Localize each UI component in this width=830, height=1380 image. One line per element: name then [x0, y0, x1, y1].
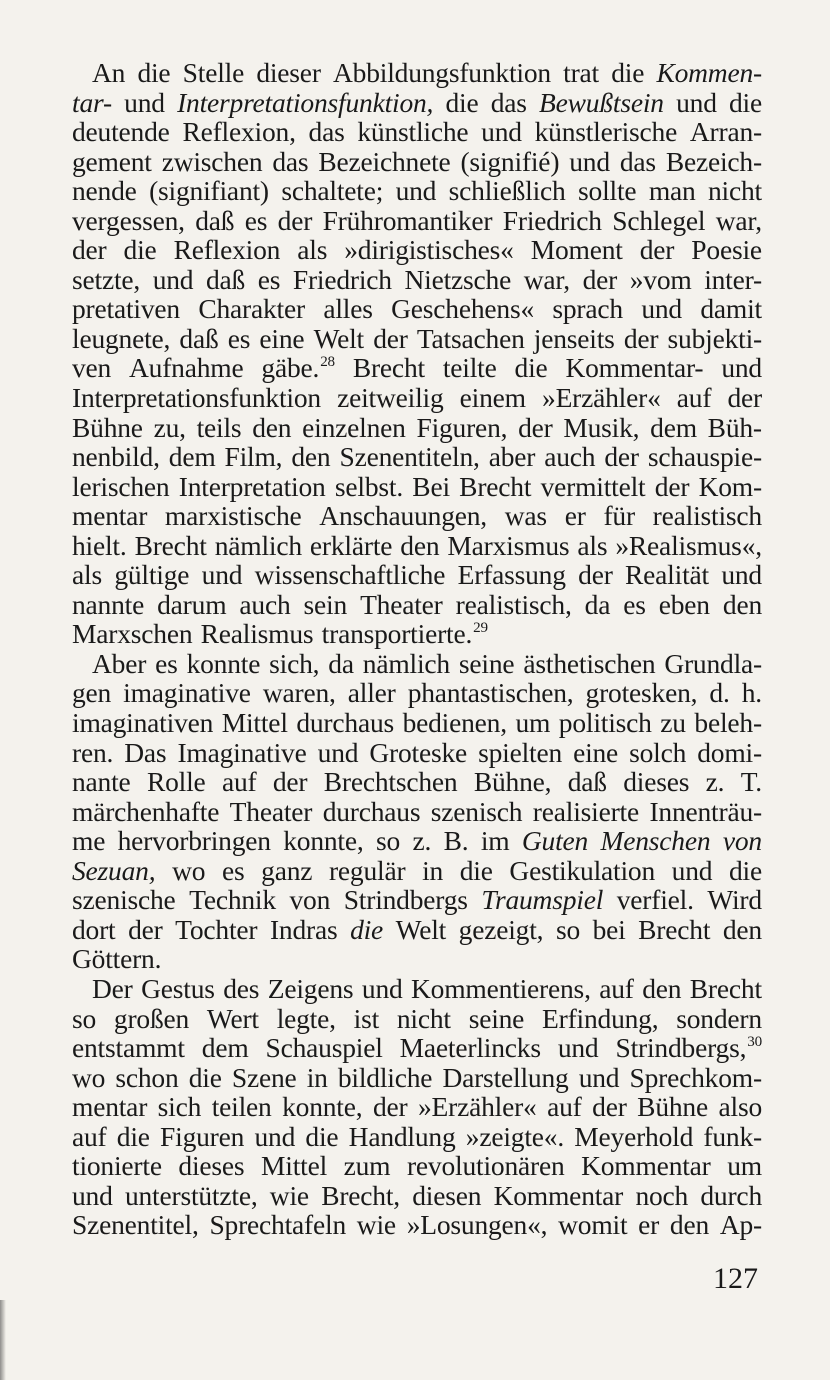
text-line: Der Gestus des Zeigens und Kommentierens, auf den Brecht: [92, 972, 762, 1004]
text-line: Göttern.: [72, 943, 162, 975]
text-line: gement zwischen das Bezeichnete (signifié) und das Bezeich-: [72, 145, 762, 177]
text-line: deutende Reflexion, das künstliche und künstlerische Arran-: [72, 116, 762, 148]
text-line: wo schon die Szene in bildliche Darstellung und Sprechkom-: [72, 1061, 762, 1093]
scan-edge-shadow: [0, 1300, 6, 1380]
text-line: vergessen, daß es der Frühromantiker Friedrich Schlegel war,: [72, 204, 762, 236]
text-line: nenbild, dem Film, den Szenentiteln, aber auch der schauspie-: [72, 441, 762, 473]
text-line: leugnete, daß es eine Welt der Tatsachen jenseits der subjekti-: [72, 322, 762, 354]
text-line: der die Reflexion als »dirigistisches« Moment der Poesie: [72, 234, 762, 266]
text-line: imaginativen Mittel durchaus bedienen, um politisch zu beleh-: [72, 707, 762, 739]
text-line: Marxschen Realismus transportierte.$^{29}$: [72, 618, 488, 650]
text-line: Bühne zu, teils den einzelnen Figuren, der Musik, dem Büh-: [72, 411, 762, 443]
text-line: nannte darum auch sein Theater realistisch, da es eben den: [72, 588, 762, 620]
text-line: pretativen Charakter alles Geschehens« sprach und damit: [72, 293, 762, 325]
text-line: märchenhafte Theater durchaus szenisch realisierte Innenträu-: [72, 795, 762, 827]
text-line: hielt. Brecht nämlich erklärte den Marxismus als »Realismus«,: [72, 529, 762, 561]
text-line: me hervorbringen konnte, so z. B. im Guten Menschen von: [72, 825, 762, 857]
body-text: [72, 58, 762, 1240]
page-number: 127: [713, 1262, 758, 1295]
text-line: Sezuan, wo es ganz regulär in die Gestikulation und die: [72, 854, 762, 886]
text-line: szenische Technik von Strindbergs Traumspiel verfiel. Wird: [72, 884, 762, 916]
text-line: so großen Wert legte, ist nicht seine Erfindung, sondern: [72, 1002, 762, 1034]
text-line: ren. Das Imaginative und Groteske spielten eine solch domi-: [72, 736, 762, 768]
text-line: als gültige und wissenschaftliche Erfassung der Realität und: [72, 559, 762, 591]
text-line: An die Stelle dieser Abbildungsfunktion trat die Kommen-: [92, 57, 762, 88]
text-line: dort der Tochter Indras die Welt gezeigt, so bei Brecht den: [72, 913, 762, 945]
text-line: Aber es konnte sich, da nämlich seine ästhetischen Grundla-: [92, 647, 762, 679]
text-line: setzte, und daß es Friedrich Nietzsche war, der »vom inter-: [72, 263, 762, 295]
text-line: mentar sich teilen konnte, der »Erzähler« auf der Bühne also: [72, 1091, 762, 1123]
text-line: nante Rolle auf der Brechtschen Bühne, daß dieses z. T.: [72, 766, 762, 798]
text-line: tionierte dieses Mittel zum revolutionären Kommentar um: [72, 1150, 762, 1182]
text-line: entstammt dem Schauspiel Maeterlincks und Strindbergs,$^{30}$: [72, 1032, 762, 1064]
text-line: Interpretationsfunktion zeitweilig einem »Erzähler« auf der: [72, 382, 762, 414]
text-line: lerischen Interpretation selbst. Bei Brecht vermittelt der Kom-: [72, 470, 762, 502]
text-line: nende (signifiant) schaltete; und schließlich sollte man nicht: [72, 175, 762, 207]
text-line: tar- und Interpretationsfunktion, die das Bewußtsein und die: [72, 86, 762, 118]
text-line: gen imaginative waren, aller phantastischen, grotesken, d. h.: [72, 677, 762, 709]
text-line: ven Aufnahme gäbe.$^{28}$ Brecht teilte die Kommentar- und: [72, 352, 762, 384]
text-line: und unterstützte, wie Brecht, diesen Kommentar noch durch: [72, 1179, 762, 1211]
text-line: mentar marxistische Anschauungen, was er für realistisch: [72, 500, 762, 532]
text-line: Szenentitel, Sprechtafeln wie »Losungen«, womit er den Ap-: [72, 1209, 762, 1241]
text-line: auf die Figuren und die Handlung »zeigte«. Meyerhold funk-: [72, 1120, 762, 1152]
